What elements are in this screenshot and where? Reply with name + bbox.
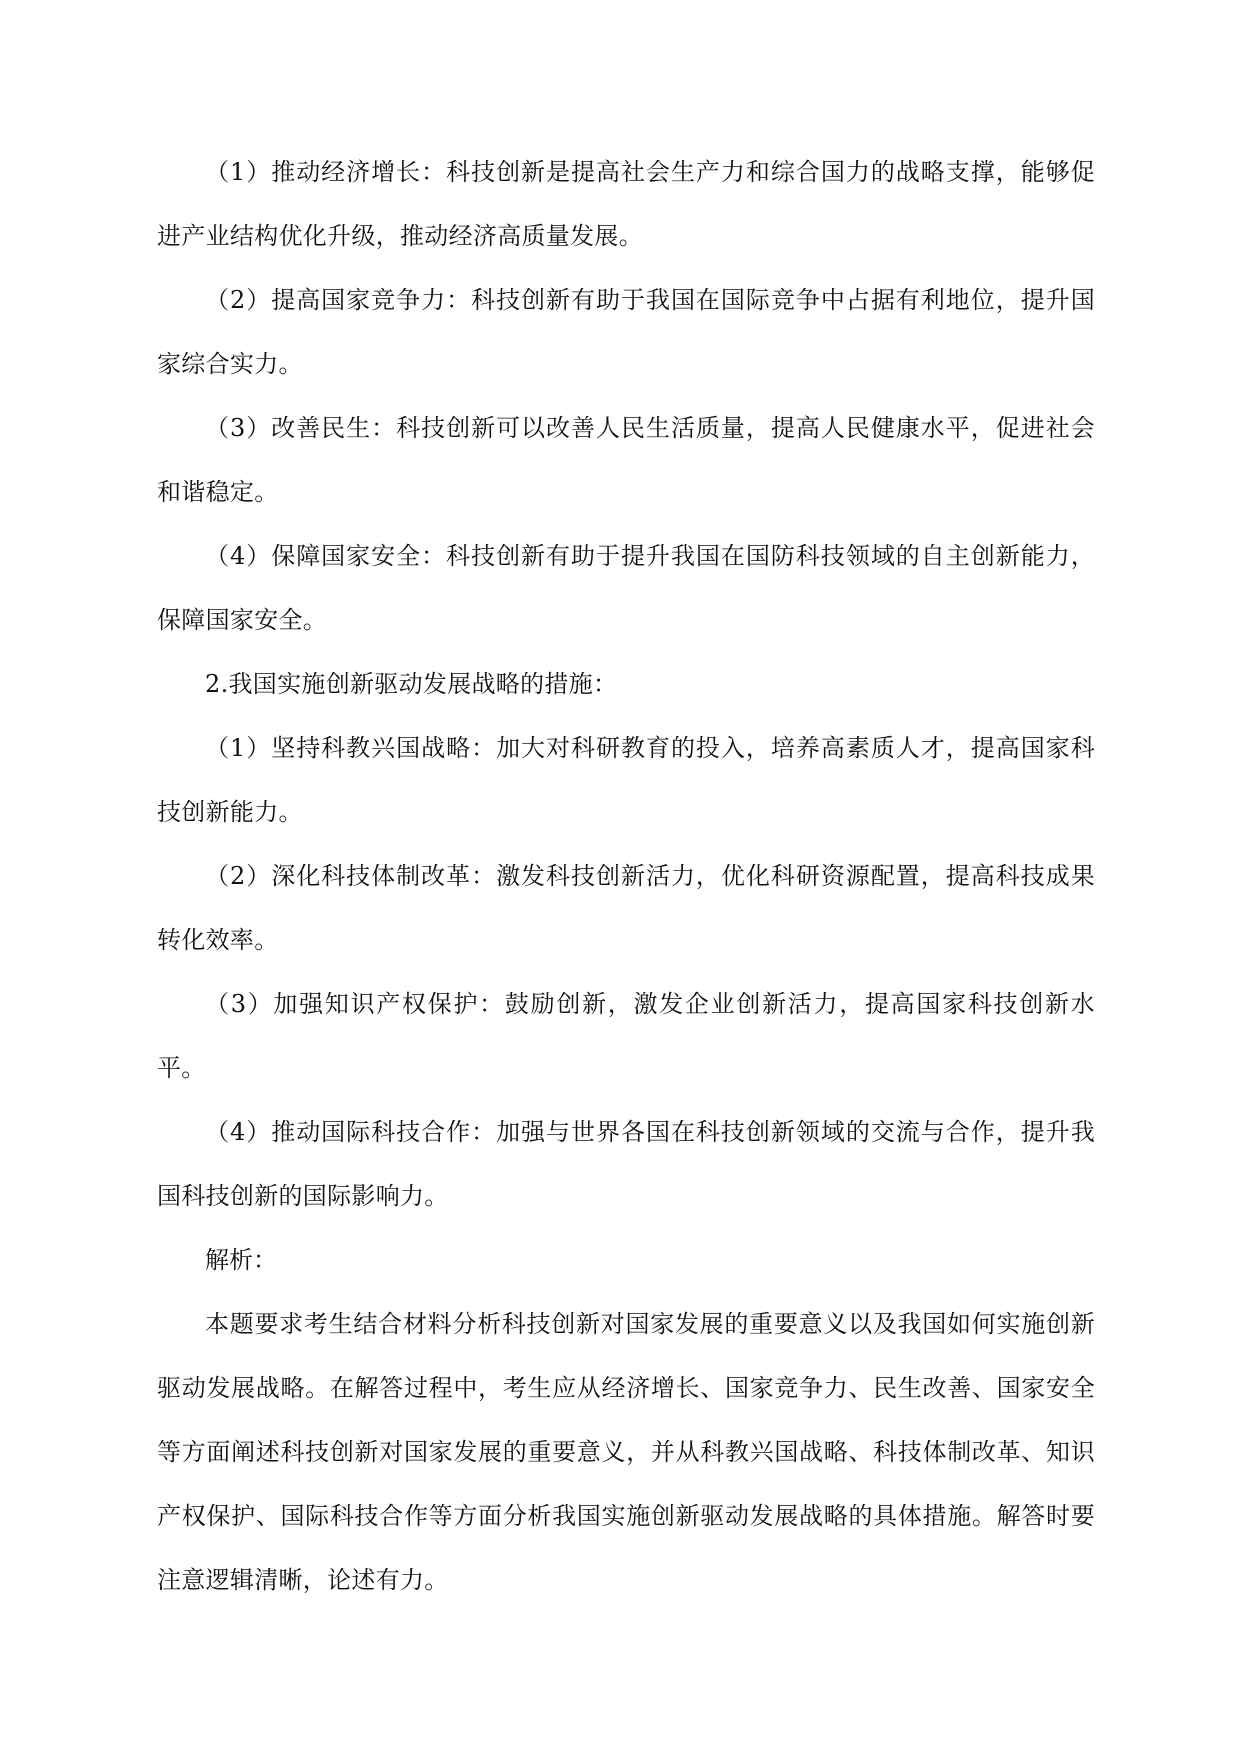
section-heading-measures: 2.我国实施创新驱动发展战略的措施： bbox=[205, 670, 618, 698]
paragraph-analysis: 本题要求考生结合材料分析科技创新对国家发展的重要意义以及我国如何实施创新驱动发展战略。在解答过程中，考生应从经济增长、国家竞争力、民生改善、国家安全等方面阐述科技创新对国家发展的重要意义，并从科教兴国战略、科技体制改革、知识产权保护、国际科技合作等方面分析我国实施创新驱动发展战略的具体措施。解答时要注意逻辑清晰，论述有力。 bbox=[157, 1310, 1095, 1594]
paragraph-international-cooperation: （4）推动国际科技合作：加强与世界各国在科技创新领域的交流与合作，提升我国科技创新的国际影响力。 bbox=[157, 1118, 1095, 1210]
paragraph-national-security: （4）保障国家安全：科技创新有助于提升我国在国防科技领域的自主创新能力，保障国家安全。 bbox=[157, 542, 1095, 634]
paragraph-national-competitiveness: （2）提高国家竞争力：科技创新有助于我国在国际竞争中占据有利地位，提升国家综合实力。 bbox=[157, 286, 1095, 378]
paragraph-ip-protection: （3）加强知识产权保护：鼓励创新，激发企业创新活力，提高国家科技创新水平。 bbox=[157, 990, 1095, 1082]
paragraph-improve-livelihood: （3）改善民生：科技创新可以改善人民生活质量，提高人民健康水平，促进社会和谐稳定。 bbox=[157, 414, 1095, 506]
paragraph-economic-growth: （1）推动经济增长：科技创新是提高社会生产力和综合国力的战略支撑，能够促进产业结构优化升级，推动经济高质量发展。 bbox=[157, 158, 1095, 250]
paragraph-science-education: （1）坚持科教兴国战略：加大对科研教育的投入，培养高素质人才，提高国家科技创新能力。 bbox=[157, 734, 1095, 826]
document-body bbox=[157, 140, 1095, 1612]
analysis-label: 解析： bbox=[205, 1246, 277, 1274]
paragraph-system-reform: （2）深化科技体制改革：激发科技创新活力，优化科研资源配置，提高科技成果转化效率。 bbox=[157, 862, 1095, 954]
